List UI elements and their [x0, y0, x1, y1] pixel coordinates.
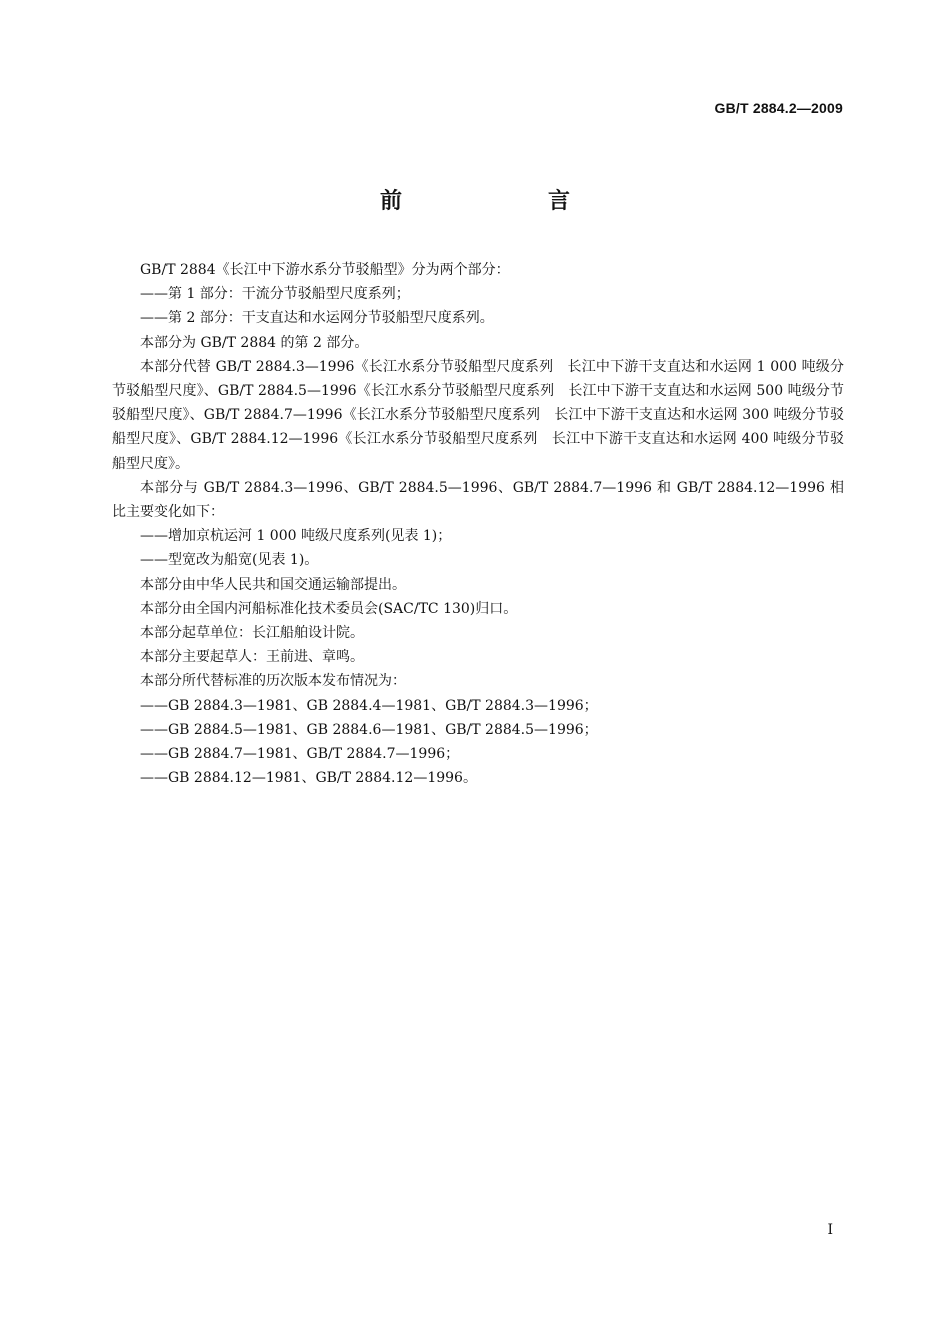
paragraph-history: 本部分所代替标准的历次版本发布情况为： — [140, 673, 406, 690]
paragraph-changes: 本部分与 GB/T 2884.3—1996、GB/T 2884.5—1996、GB/T 2884.7—1996 和 GB/T 2884.12—1996 相比主要变化如下： — [112, 479, 844, 521]
list-item-history-1: ——GB 2884.3—1981、GB 2884.4—1981、GB/T 2884.3—1996； — [140, 697, 598, 714]
paragraph-this-part: 本部分为 GB/T 2884 的第 2 部分。 — [140, 334, 369, 351]
list-item-part-1: ——第 1 部分：干流分节驳船型尺度系列； — [140, 286, 410, 303]
list-item-change-2: ——型宽改为船宽(见表 1)。 — [140, 552, 319, 569]
list-item-change-1: ——增加京杭运河 1 000 吨级尺度系列(见表 1)； — [140, 528, 452, 545]
paragraph-drafting-unit: 本部分起草单位：长江船舶设计院。 — [140, 625, 364, 642]
page-title: 前 言 — [379, 189, 632, 214]
list-item-history-3: ——GB 2884.7—1981、GB/T 2884.7—1996； — [140, 746, 460, 763]
foreword-body — [112, 258, 844, 790]
paragraph-replaces: 本部分代替 GB/T 2884.3—1996《长江水系分节驳船型尺度系列 长江中下游干支直达和水运网 1 000 吨级分节驳船型尺度》、GB/T 2884.5—1996《长江水系分节驳船型尺度系列 长江中下游干支直达和水运网 500 吨级分节驳船型尺度》、GB/T 2884.7—1996《长江水系分节驳船型尺度系列 长江中下游干支直达和水运网 300 吨级分节驳船型尺度》、GB/T 2884.12—1996《长江水系分节驳船型尺度系列 长江中下游干支直达和水运网 400 吨级分节驳船型尺度》。 — [112, 358, 844, 472]
list-item-history-2: ——GB 2884.5—1981、GB 2884.6—1981、GB/T 2884.5—1996； — [140, 721, 598, 738]
standard-code: GB/T 2884.2—2009 — [714, 100, 843, 116]
page-number: I — [827, 1222, 833, 1238]
list-item-history-4: ——GB 2884.12—1981、GB/T 2884.12—1996。 — [140, 770, 477, 787]
paragraph-managed-by: 本部分由全国内河船标准化技术委员会(SAC/TC 130)归口。 — [140, 600, 518, 617]
list-item-part-2: ——第 2 部分：干支直达和水运网分节驳船型尺度系列。 — [140, 310, 494, 327]
paragraph-proposed-by: 本部分由中华人民共和国交通运输部提出。 — [140, 576, 406, 593]
paragraph-intro: GB/T 2884《长江中下游水系分节驳船型》分为两个部分： — [140, 262, 510, 278]
paragraph-drafters: 本部分主要起草人：王前进、章鸣。 — [140, 649, 364, 666]
